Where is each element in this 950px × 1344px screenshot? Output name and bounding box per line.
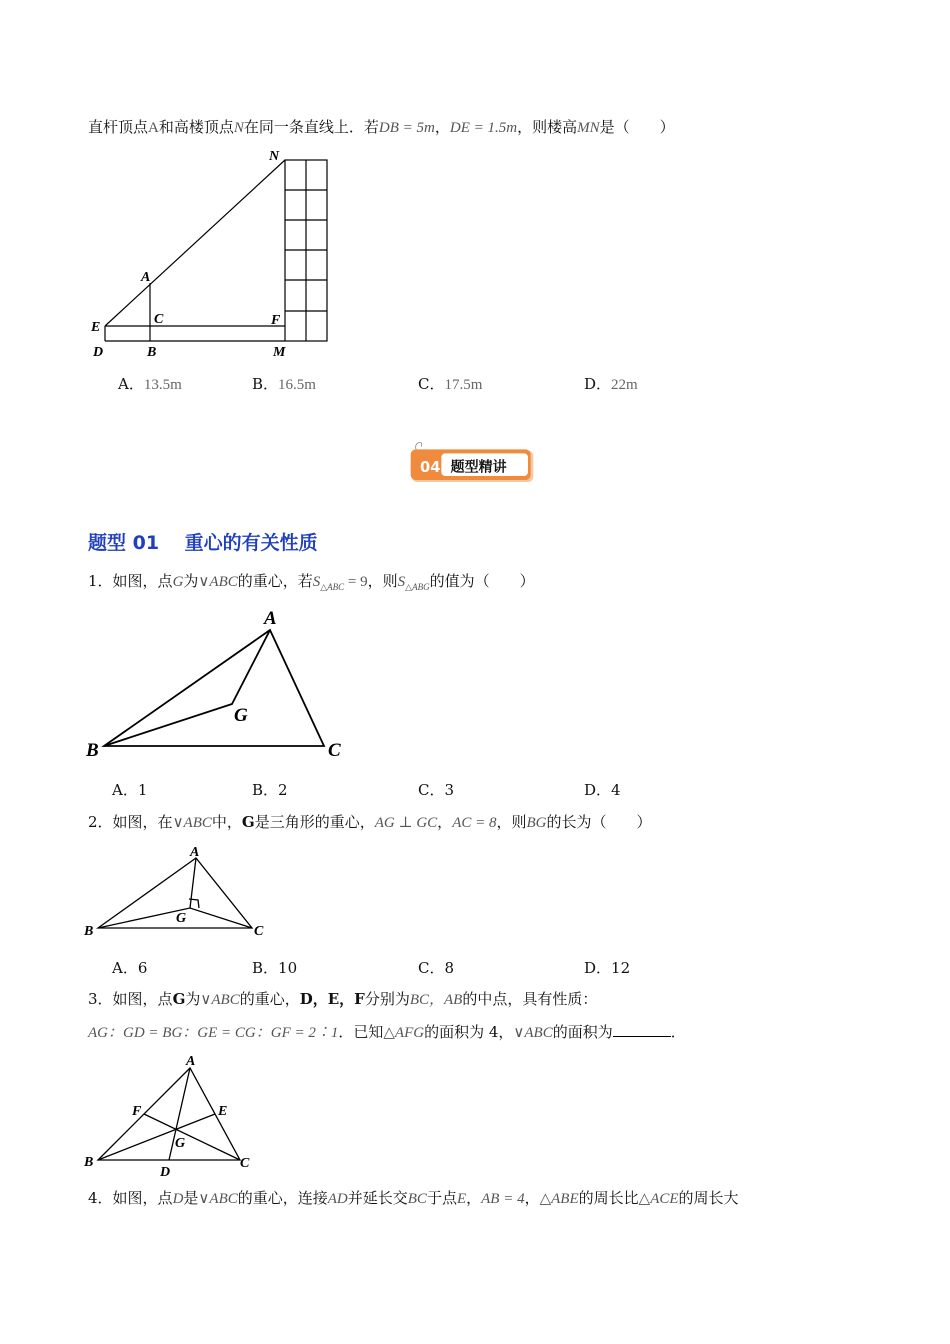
math-bg: BG [526,815,547,831]
q-text: ， [437,813,453,831]
math-ad: AD [327,1191,348,1207]
math-triangle: ∨ABC [513,1025,553,1041]
math-N: N [233,120,244,136]
median-CF [144,1114,240,1160]
math-db: DB = 5m [378,120,435,136]
math-triangle: ∨ABC [200,992,240,1008]
banner-text: 题型精讲 [450,459,507,476]
option-label: B． [252,781,279,799]
option-value: 4 [611,781,621,799]
math-G: G [241,813,255,831]
question-1 [88,571,535,597]
math-bc: BC，AB [409,992,463,1008]
option-value: 3 [444,781,455,799]
q-text: 的重心， [239,990,300,1008]
q-text: 如图，点 [112,572,173,590]
math-triangle: ∨ABC [172,815,212,831]
option-value: 16.5m [278,377,316,393]
label-C: C [254,924,264,939]
q-text: 是三角形的重心， [254,813,375,831]
figure-q1 [80,604,360,764]
option-a[interactable] [118,373,182,394]
option-label: B． [252,375,279,393]
option-value: 12 [611,959,631,977]
math-A: A [148,120,159,136]
math-G: G [172,990,186,1008]
option-b[interactable] [252,957,297,978]
q-text: 于点 [426,1189,457,1207]
math-S: S [397,574,406,590]
option-value: 1 [137,781,148,799]
label-G: G [175,1136,186,1151]
sight-line-EN [105,160,285,326]
math-perp: AG ⊥ GC [374,815,438,831]
q-text: 如图，点 [112,990,173,1008]
option-value: 13.5m [143,377,182,393]
label-C: C [328,740,341,761]
q-text: 的重心，若 [237,572,313,590]
label-C: C [154,312,164,327]
figure-q3 [80,1048,280,1180]
option-label: B． [252,959,279,977]
math-mn: MN [577,120,600,136]
option-label: D． [584,959,612,977]
label-A: A [141,270,151,285]
q-text: ． [670,1023,686,1041]
option-d[interactable] [584,957,630,978]
q-text: 为 [185,990,201,1008]
label-B: B [84,924,94,939]
label-A: A [190,845,200,860]
label-F: F [271,313,281,328]
label-N: N [269,149,280,164]
label-M: M [273,345,286,360]
option-label: D． [584,781,612,799]
question-3-line-2 [88,1022,686,1043]
triangle-ABC [104,630,324,746]
q-text: 如图，点 [112,1189,173,1207]
math-ace: △ACE [638,1191,679,1207]
intro-text: ，则楼高 [517,118,578,136]
math-triangle: ∨ABC [198,1191,238,1207]
math-G: G [172,574,184,590]
intro-text: 直杆顶点 [88,118,149,136]
math-triangle: ∨ABC [198,574,238,590]
q-text: ，则 [367,572,398,590]
q-text: 的值为（ ） [429,572,535,590]
math-de: DE = 1.5m [449,120,518,136]
math-eq: = 9 [344,574,368,590]
q-text: 的重心，连接 [237,1189,328,1207]
option-c[interactable] [418,957,454,978]
label-D: D [93,345,104,360]
q-text: 中， [211,813,242,831]
q-text: ， [524,1189,540,1207]
q-text: 并延长交 [347,1189,408,1207]
median-BE [98,1114,215,1160]
q-text: 的周长比 [578,1189,639,1207]
option-value: 6 [137,959,148,977]
math-def: D，E，F [299,990,365,1008]
math-ab: AB = 4 [481,1191,525,1207]
option-label: D． [584,375,612,393]
section-title: 题型 01 重心的有关性质 [88,532,318,554]
label-C: C [240,1156,250,1171]
math-D: D [172,1191,184,1207]
q-text: 如图，在 [112,813,173,831]
label-D: D [160,1165,171,1180]
math-sub: △ABG [405,582,430,592]
q-text: ，则 [496,813,527,831]
question-2 [88,812,652,833]
question-number: 1． [88,572,113,590]
option-d[interactable] [584,779,621,800]
label-E: E [91,320,101,335]
math-ratio: AG：GD = BG：GE = CG：GF = 2∶1 [88,1025,339,1041]
label-B: B [147,345,157,360]
q-text: 为 [183,572,199,590]
option-b[interactable] [252,373,316,394]
q-text: 的中点，具有性质： [462,990,598,1008]
q-text: 分别为 [364,990,410,1008]
option-value: 10 [278,959,298,977]
intro-text: 是（ ） [599,118,675,136]
question-3 [88,989,597,1010]
option-label: C． [418,959,445,977]
q-text: ， [466,1189,482,1207]
intro-text: 和高楼顶点 [158,118,234,136]
label-G: G [176,911,187,926]
label-B: B [86,740,99,761]
option-label: C． [418,781,445,799]
q-text: 的面积为 [552,1023,613,1041]
q-text: ．已知 [338,1023,384,1041]
label-A: A [264,608,277,629]
math-abe: △ABE [539,1191,579,1207]
option-a[interactable] [112,779,147,800]
label-B: B [84,1155,94,1170]
question-number: 4． [88,1189,113,1207]
figure-building [85,145,345,365]
intro-line [88,117,675,138]
math-sub: △ABC [320,582,345,592]
q-text: 的长为（ ） [546,813,652,831]
answer-blank[interactable] [613,1022,671,1037]
triangle-ABC [98,858,252,928]
question-4 [88,1188,739,1209]
intro-text: ， [434,118,450,136]
option-value: 2 [278,781,288,799]
banner-number: 04 [420,459,441,476]
question-number: 2． [88,813,113,831]
option-label: A． [112,959,138,977]
option-value: 8 [444,959,455,977]
question-number: 3． [88,990,113,1008]
section-banner [384,440,564,484]
q-text: 是 [183,1189,199,1207]
intro-text: 在同一条直线上．若 [243,118,379,136]
label-A: A [186,1054,196,1069]
option-label: A． [112,781,138,799]
option-c[interactable] [418,373,482,394]
option-c[interactable] [418,779,454,800]
figure-q2 [80,842,280,942]
label-F: F [132,1104,142,1119]
math-bc: BC [407,1191,427,1207]
label-E: E [218,1104,228,1119]
math-ac: AC = 8 [452,815,497,831]
option-value: 17.5m [444,377,483,393]
math-S: S [312,574,321,590]
math-afg: △AFG [383,1025,425,1041]
option-value: 22m [611,377,638,393]
segment-AG [190,858,196,908]
option-a[interactable] [112,957,147,978]
option-b[interactable] [252,779,288,800]
option-label: C． [418,375,445,393]
label-G: G [234,705,248,726]
option-label: A． [118,375,144,393]
q-text: 的周长大 [678,1189,739,1207]
option-d[interactable] [584,373,638,394]
q-text: 的面积为 4， [424,1023,514,1041]
math-E: E [456,1191,467,1207]
